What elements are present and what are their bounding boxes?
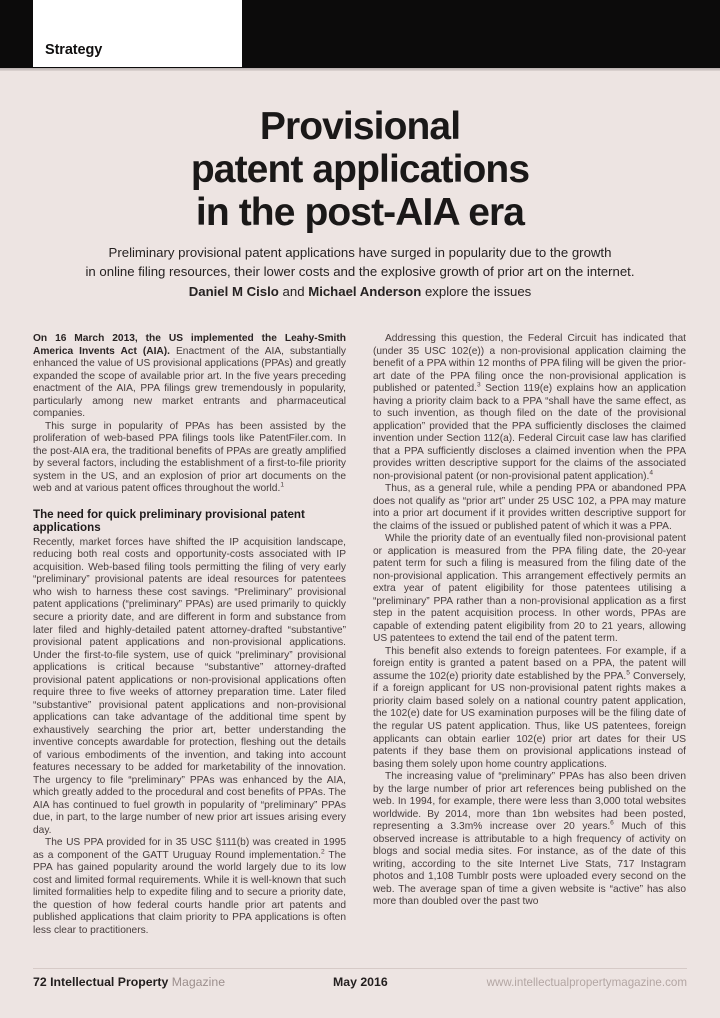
header-black-bar [0, 0, 720, 68]
section-tab [33, 0, 242, 67]
footer-divider [33, 968, 687, 969]
magazine-page [0, 71, 720, 1018]
paragraph-text: The PPA has gained popularity around the world largely due to its low cost and limited formal requirements. While it is well-known that such limited formalities help to expedite filing and to secure a priority date, the question of how federal courts handle prior art patents and published applications that claim priority to PPA applications is often less clear to practitioners. [33, 849, 346, 936]
column-right [373, 333, 686, 955]
paragraph [373, 646, 686, 771]
paragraph-text: This surge in popularity of PPAs has been assisted by the proliferation of web-based PPA filings tools like PatentFiler.com. In the post-AIA era, the traditional benefits of PPAs are greatly amplified by several factors, including the establishment of a first-to-file priority system in the US, and an explosion of prior art documents on the web and at various patent offices throughout the world. [33, 420, 346, 495]
byline-conjunction: and [278, 283, 309, 299]
title-line-2: patent applications [190, 148, 530, 191]
paragraph: Thus, as a general rule, while a pending PPA or abandoned PPA does not qualify as “prior art” under 25 USC 102, a PPA may mature into a prior art document if it provides written descriptive support for the claims of the issued or published patent of which it was a PPA. [373, 483, 686, 532]
paragraph [33, 333, 346, 421]
section-heading: The need for quick preliminary provisional patent applications [33, 507, 305, 535]
page-number: 72 [33, 975, 47, 989]
footnote-marker: 2 [320, 848, 325, 856]
lead-in-text: On 16 March 2013, the US implemented the Leahy-Smith America Invents Act (AIA). [33, 333, 346, 357]
footnote-marker: 1 [280, 481, 284, 489]
footer-brand-block [33, 975, 225, 989]
section-tab-label: Strategy [45, 42, 103, 58]
footnote-marker: 3 [477, 381, 481, 389]
paragraph-text: Much of this observed increase is attributable to a high frequency of activity on blogs and social media sites. For instance, as of the date of this writing, according to the site Internet Live Stats, 717 Instagram photos and 1,108 Tumblr posts were uploaded every second on the web. The average span of time a given website is “active” has also more than doubled over the past two [373, 821, 686, 908]
footnote-marker: 6 [610, 819, 614, 827]
paragraph [33, 421, 346, 496]
paragraph [33, 837, 346, 937]
footnote-marker: 5 [626, 669, 630, 677]
column-left [33, 333, 346, 955]
paragraph-text: Addressing this question, the Federal Circuit has indicated that (under 35 USC 102(e)) a non-provisional application claiming the benefit of a PPA within 12 months of PPA filing will be given the prior-art date of the PPA filing once the non-provisional application is published or patented. [373, 333, 686, 395]
magazine-website-url[interactable]: www.intellectualpropertymagazine.com [486, 976, 687, 989]
paragraph [373, 333, 686, 483]
paragraph: While the priority date of an eventually filed non-provisional patent or application is measured from the PPA filing date, the 20-year patent term for such a filing is measured from the filing date of the non-provisional application. This arrangement effectively permits an extra year of patent eligibility for those patentees utilising a “preliminary” PPA rather than a non-provisional application as a first step in the patent acquisition process. In other words, PPAs are capable of extending patent eligibility from 20 to 21 years, allowing US patentees to extend the tail end of the patent term. [373, 533, 686, 645]
standfirst-line-1: Preliminary provisional patent applications have surged in popularity due to the growth [108, 245, 612, 260]
page-title [60, 105, 660, 234]
byline-author-2: Michael Anderson [308, 283, 422, 299]
article-title-block [60, 105, 660, 234]
paragraph-text: The increasing value of “preliminary” PPAs has also been driven by the large number of prior art references being published on the web. In 1994, for example, there were less than 3,000 total websites worldwide. By 2014, more than 1bn websites had been posted, representing a 3.3m% increase over 20 years. [373, 771, 686, 833]
paragraph [373, 771, 686, 909]
title-line-3: in the post-AIA era [195, 191, 525, 234]
magazine-name-bold: Intellectual Property [50, 975, 169, 989]
paragraph-text: Enactment of the AIA, substantially enhanced the value of US provisional applications (PPAs) and greatly expanded the scope of available prior art. In the five years preceding enactment of the AIA, PPA filings grew tremendously in popularity, particularly among new market entrants and pharmaceutical companies. [33, 345, 346, 420]
byline-author-1: Daniel M Cislo [188, 283, 279, 299]
paragraph-text: The US PPA provided for in 35 USC §111(b) was created in 1995 as a component of the GATT Uruguay Round implementation. [33, 837, 346, 861]
byline-tail: explore the issues [421, 283, 532, 299]
paragraph: Recently, market forces have shifted the IP acquisition landscape, reducing both real costs and opportunity-costs associated with IP acquisition. Web-based filing tools permitting the filing of very early “preliminary” provisional patents are ideal resources for patentees who wish to harness these cost savings. “Preliminary” provisional patent applications (“preliminary” PPAs) are used primarily to quickly secure a priority date, and are different in form and substance from later filed and highly-detailed patent attorney-drafted “substantive” provisional patent applications and non-provisional applications. Under the first-to-file system, use of quick “preliminary” provisional applications is critical because “substantive” attorney-drafted provisional patent applications or non-provisional applications often require three to five weeks of attorney preparation time. Later filed “substantive” provisional patent applications and non-provisional applications can take advantage of the additional time spent by exhaustively searching the prior art, better understanding the inventive concepts awardable for protection, fleshing out the details of various embodiments of the invention, and taking into account features necessary to be added for marketability of the innovation. The urgency to file “preliminary” PPAs was enhanced by the AIA, which greatly added to the procedural and cost benefits of PPAs. The AIA has continued to fuel growth in popularity of “preliminary” PPAs due, in part, to the large number of new prior art issues arising every day. [33, 536, 346, 836]
standfirst-line-2: in online filing resources, their lower costs and the explosive growth of prior art on the internet. [85, 264, 635, 280]
paragraph-text: Section 119(e) explains how an application having a priority claim back to a PPA “shall have the same effect, as to such invention, as though filed on the date of the provisional application” provided that the PPA sufficiently discloses the claimed invention under Section 112(a). Federal Circuit case law has clarified that a PPA sufficiently discloses a claimed invention when the PPA provides written descriptive support for the claims of the associated non-provisional patent (or non-provisional patent application). [373, 383, 686, 482]
standfirst [52, 243, 668, 301]
issue-date: May 2016 [333, 975, 388, 989]
title-line-1: Provisional [259, 105, 461, 148]
page-footer [33, 975, 687, 999]
footnote-marker: 4 [649, 469, 654, 477]
magazine-name-light: Magazine [171, 975, 226, 989]
article-columns [33, 333, 687, 955]
paragraph-text: This benefit also extends to foreign patentees. For example, if a foreign entity is granted a patent based on a PPA, the patent will assume the 102(e) priority date established by the PPA. [373, 645, 686, 682]
paragraph-text: Conversely, if a foreign applicant for US non-provisional patent rights makes a priority claim based solely on a national country patent application, the 102(e) date for US examination purposes will be the filing date of the regular US patent application. Thus, like US patentees, foreign applicants can obtain earlier 102(e) prior art dates for their US patents if they base them on provisional applications instead of basing them solely upon home country applications. [373, 670, 686, 770]
